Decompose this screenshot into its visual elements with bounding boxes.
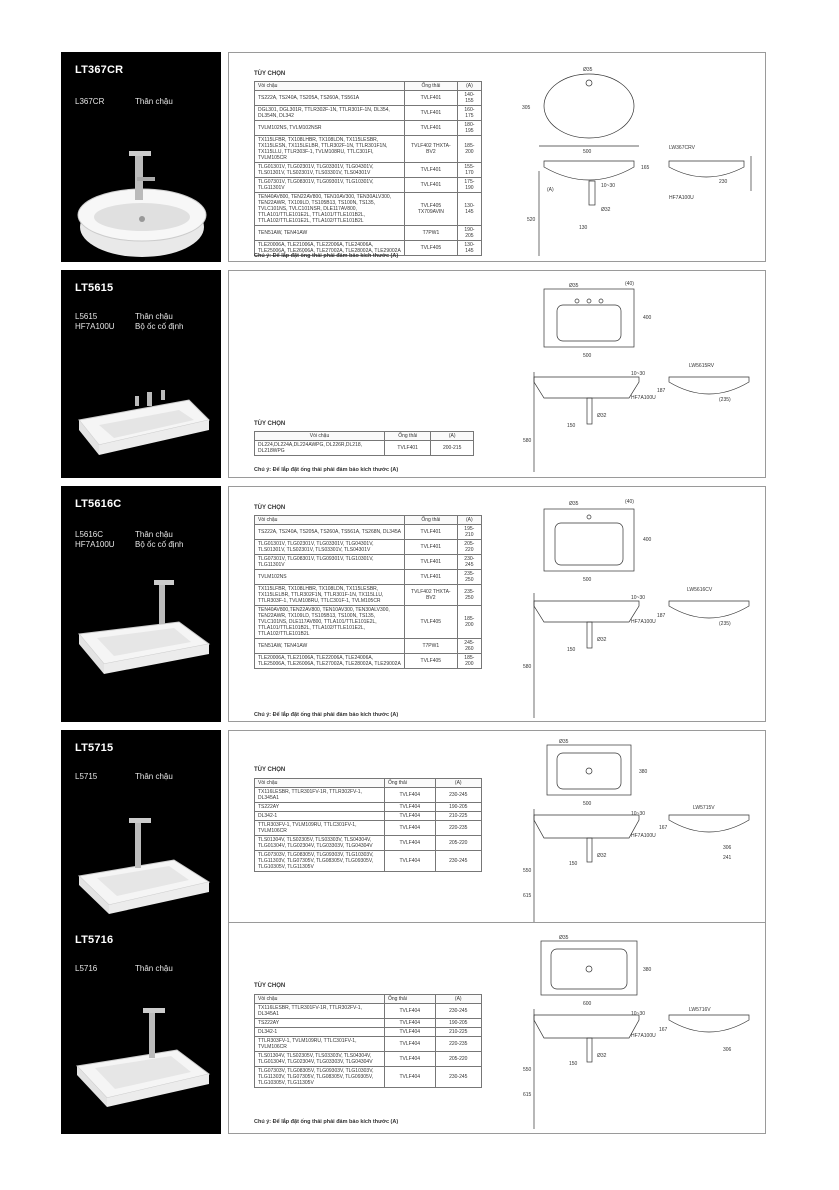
table-row (255, 136, 482, 163)
dim-label: 230 (719, 179, 728, 185)
faucet-cell: DL224,DL224A,DL224AWPG, DL226R,DL218, DL218WPG (255, 441, 385, 456)
dim-label: Ø35 (559, 935, 569, 941)
dim-label: 150 (569, 1061, 578, 1067)
table-row (255, 441, 474, 456)
dim-label: 500 (583, 801, 592, 807)
a-cell: 235-250 (457, 585, 481, 606)
parts-list (75, 772, 173, 782)
dim-label: 400 (643, 537, 652, 543)
col-faucet: Vòi chậu (255, 995, 385, 1004)
dim-label: 165 (641, 165, 650, 171)
faucet-cell: TVLM102NS, TVLM102NSR (255, 121, 405, 136)
a-cell: 210-225 (435, 1028, 481, 1037)
col-a: (A) (435, 995, 481, 1004)
table-row (255, 106, 482, 121)
col-drain: Ống thải (385, 995, 436, 1004)
dim-label: 580 (523, 664, 532, 670)
table-row (255, 606, 482, 639)
a-cell: 190-205 (435, 1019, 481, 1028)
dim-label: 615 (523, 893, 532, 899)
faucet-cell: TLG07301V, TLG08301V, TLG09301V, TLG10301V, TLG11301V (255, 555, 405, 570)
drain-cell: TVLF401 (405, 91, 458, 106)
table-header-row (255, 779, 482, 788)
drain-cell: TVLF404 (385, 812, 436, 821)
dim-label: Ø32 (597, 413, 607, 419)
faucet-cell: TX115LFBR, TX108LHBR, TX108LDN, TX115LESBR, TX115LESN, TX115LELBR, TTLR302F-1N, TTLR301F1N, TX115LLU, TTLR303F-1, TVLM108RU, TTLC301FI, TVLM105CR (255, 136, 405, 163)
dim-label: 615 (523, 1092, 532, 1098)
dim-label: 500 (583, 149, 592, 155)
dim-label: LW367CRV (669, 145, 695, 151)
drain-cell: TVLF402 THXTA-BV2 (405, 585, 458, 606)
dim-label: 380 (643, 967, 652, 973)
dim-label: LW5716V (689, 1007, 711, 1013)
part-row (75, 772, 173, 782)
drain-cell: TVLF404 (385, 1004, 436, 1019)
drain-cell: TVLF401 (405, 178, 458, 193)
faucet-cell: TS222A, TS240A, TS205A, TS260A, TS561A (255, 91, 405, 106)
part-code: L5616C (75, 530, 104, 539)
table-row (255, 836, 482, 851)
faucet-cell: TLG01301V, TLG02301V, TLG03301V, TLG04301V, TLS01301V, TLS02301V, TLS03301V, TLS04301V (255, 163, 405, 178)
dim-label: LW5615RV (689, 363, 715, 369)
options-title: TÙY CHỌN (254, 767, 286, 773)
options-table (254, 81, 482, 256)
product-sidebar (61, 730, 221, 940)
drain-cell: T7PW1 (405, 639, 458, 654)
dim-label: HF7A100U (631, 395, 656, 401)
col-drain: Ống thải (405, 82, 458, 91)
drain-cell: TVLF404 (385, 1052, 436, 1067)
dim-label: 167 (659, 1027, 668, 1033)
product-lt5616c (61, 486, 766, 722)
a-cell: 235-250 (457, 570, 481, 585)
dim-label: Ø35 (559, 739, 569, 745)
a-cell: 205-220 (457, 540, 481, 555)
drain-cell: TVLF404 (385, 803, 436, 812)
dim-label: 305 (522, 105, 531, 111)
table-row (255, 163, 482, 178)
drain-cell: TVLF401 (405, 163, 458, 178)
drain-cell: TVLF404 (385, 1028, 436, 1037)
model-title: LT5715 (75, 742, 114, 754)
spec-box (228, 52, 766, 262)
part-name: Thân chậu (135, 97, 173, 106)
spec-box (228, 486, 766, 722)
a-cell: 180-195 (457, 121, 481, 136)
drain-cell: TVLF404 (385, 1019, 436, 1028)
col-faucet: Vòi chậu (255, 432, 385, 441)
model-title: LT5616C (75, 498, 122, 510)
a-cell: 175-190 (457, 178, 481, 193)
part-name: Thân chậu (135, 772, 173, 781)
col-a: (A) (431, 432, 474, 441)
dimension-drawing (519, 737, 759, 935)
table-body (255, 441, 474, 456)
drain-cell: TVLF405 (405, 241, 458, 256)
note: Chú ý: Để lắp đặt ống thải phải đảm bảo kích thước (A) (254, 467, 399, 473)
dim-label: 150 (567, 647, 576, 653)
faucet-cell: TEN40AV800, TEN22AV800, TEN10AV300, TEN30ALV300, TEN22AWR, TX109LD, TS105B13, TS100N, TS135, TVLC101NS, TVLC101NSR, DLE117AV800, TTLA101/TTLE101E2L, TTLA101/TTLE101B2L, TTLA102/TTLE101E2L, TTLA102/TTLE101B2L (255, 193, 405, 226)
drain-cell: TVLF405 (405, 654, 458, 669)
dim-label: Ø32 (597, 1053, 607, 1059)
a-cell: 185-200 (457, 136, 481, 163)
table-body (255, 788, 482, 872)
drain-cell: TVLF404 (385, 1067, 436, 1088)
sink-image (69, 137, 215, 257)
dim-label: (235) (719, 621, 731, 627)
dim-label: 520 (527, 217, 536, 223)
part-name: Thân chậu (135, 530, 173, 539)
product-lt5615 (61, 270, 766, 478)
part-code: HF7A100U (75, 540, 115, 549)
table-row (255, 1052, 482, 1067)
col-drain: Ống thải (385, 779, 436, 788)
dim-label: HF7A100U (631, 1033, 656, 1039)
col-a: (A) (435, 779, 481, 788)
part-name: Thân chậu (135, 312, 173, 321)
faucet-cell: TTLR303FV-1, TVLM109RU, TTLC301FV-1, TVLM106CR (255, 821, 385, 836)
a-cell: 155-170 (457, 163, 481, 178)
technical-drawing (519, 61, 759, 256)
a-cell: 245-260 (457, 639, 481, 654)
table-row (255, 1019, 482, 1028)
product-lt5716 (61, 922, 766, 1134)
model-title: LT367CR (75, 64, 124, 76)
dim-label: 187 (657, 388, 666, 394)
dim-label: 306 (723, 845, 732, 851)
product-lt5715 (61, 730, 766, 940)
part-row (75, 530, 183, 540)
table-row (255, 1028, 482, 1037)
product-sidebar (61, 486, 221, 722)
dim-label: 10~30 (631, 595, 646, 601)
technical-drawing (519, 277, 759, 472)
dim-label: 241 (723, 855, 732, 861)
table-header-row (255, 995, 482, 1004)
dim-label: 400 (643, 315, 652, 321)
parts-list (75, 964, 173, 974)
table-row (255, 540, 482, 555)
dim-label: 10~30 (631, 371, 646, 377)
table-row (255, 851, 482, 872)
col-faucet: Vòi chậu (255, 516, 405, 525)
table-body (255, 91, 482, 256)
dim-label: 10~30 (631, 811, 646, 817)
table-row (255, 821, 482, 836)
a-cell: 195-210 (457, 525, 481, 540)
table-body (255, 525, 482, 669)
table-row (255, 178, 482, 193)
table-body (255, 1004, 482, 1088)
table-header-row (255, 516, 482, 525)
part-row (75, 312, 183, 322)
table-row (255, 226, 482, 241)
table-row (255, 654, 482, 669)
part-name: Bộ ốc cố định (135, 322, 184, 331)
col-faucet: Vòi chậu (255, 779, 385, 788)
a-cell: 130-145 (457, 193, 481, 226)
part-code: L5615 (75, 312, 98, 321)
faucet-cell: TLE20006A, TLE21006A, TLE22006A, TLE24006A, TLE25006A, TLE26006A, TLE27002A, TLE28002A, TLE29002A (255, 241, 405, 256)
part-row (75, 540, 183, 550)
a-cell: 220-235 (435, 821, 481, 836)
dim-label: Ø35 (583, 67, 593, 73)
dim-label: LW5616CV (687, 587, 713, 593)
dim-label: 380 (639, 769, 648, 775)
dim-label: 500 (583, 353, 592, 359)
faucet-cell: TEN51AW, TEN41AW (255, 639, 405, 654)
drain-cell: TVLF404 (385, 1037, 436, 1052)
dim-label: 167 (659, 825, 668, 831)
product-lt367cr (61, 52, 766, 262)
faucet-cell: TX116LESBR, TTLR301FV-1R, TTLR302FV-1, DL345A1 (255, 788, 385, 803)
options-title: TÙY CHỌN (254, 983, 286, 989)
options-table (254, 515, 482, 669)
drain-cell: TVLF405 (405, 606, 458, 639)
dim-label: 550 (523, 1067, 532, 1073)
a-cell: 210-225 (435, 812, 481, 821)
faucet-cell: TS222AY (255, 1019, 385, 1028)
col-a: (A) (457, 82, 481, 91)
note: Chú ý: Để lắp đặt ống thải phải đảm bảo kích thước (A) (254, 712, 399, 718)
dim-label: 580 (523, 438, 532, 444)
a-cell: 185-200 (457, 606, 481, 639)
a-cell: 220-235 (435, 1037, 481, 1052)
table-row (255, 788, 482, 803)
dimension-drawing (519, 493, 759, 718)
drain-cell: TVLF401 (385, 441, 431, 456)
a-cell: 205-220 (435, 1052, 481, 1067)
faucet-cell: TX115LFBR, TX108LHBR, TX108LDN, TX115LESBR, TX115LELBR, TTLR302F1N, TTLR301F-1N, TX115LLU, TTLR303F-1, TVLM108RU, TTLC301F-1, TVLM105CR (255, 585, 405, 606)
a-cell: 190-205 (457, 226, 481, 241)
drain-cell: TVLF401 (405, 121, 458, 136)
dim-label: Ø32 (597, 853, 607, 859)
faucet-cell: TX116LESBR, TTLR301FV-1R, TTLR302FV-1, DL345A1 (255, 1004, 385, 1019)
dimension-drawing (519, 931, 759, 1129)
spec-box (228, 922, 766, 1134)
dim-label: 187 (657, 613, 666, 619)
dim-label: HF7A100U (669, 195, 694, 201)
dim-label: (40) (625, 281, 634, 287)
faucet-cell: TS222A, TS240A, TS205A, TS260A, TS561A, TS268N, DL345A (255, 525, 405, 540)
a-cell: 160-175 (457, 106, 481, 121)
faucet-cell: TLS01304V, TLS02305V, TLS03303V, TLS04304V, TLG01304V, TLG02304V, TLG03303V, TLG04304V (255, 836, 385, 851)
faucet-cell: DL342-1 (255, 1028, 385, 1037)
technical-drawing (519, 493, 759, 718)
table-row (255, 193, 482, 226)
drain-cell: TVLF401 (405, 540, 458, 555)
a-cell: 190-205 (435, 803, 481, 812)
part-code: L367CR (75, 97, 105, 106)
a-cell: 200-215 (431, 441, 474, 456)
a-cell: 230-245 (435, 851, 481, 872)
table-row (255, 585, 482, 606)
drain-cell: TVLF402 THXTA-BV2 (405, 136, 458, 163)
faucet-cell: TS222AY (255, 803, 385, 812)
note: Chú ý: Để lắp đặt ống thải phải đảm bảo kích thước (A) (254, 253, 399, 259)
dim-label: 10~30 (631, 1011, 646, 1017)
faucet-cell: TLG07303V, TLG08305V, TLG09303V, TLG10303V, TLG11303V, TLG07305V, TLG08305V, TLG09305V, TLG10305V, TLG11305V (255, 851, 385, 872)
drain-cell: TVLF404 (385, 788, 436, 803)
faucet-cell: TLG07303V, TLG08305V, TLG09303V, TLG10303V, TLG11303V, TLG07305V, TLG08305V, TLG09305V, TLG10305V, TLG11305V (255, 1067, 385, 1088)
a-cell: 140-155 (457, 91, 481, 106)
part-code: HF7A100U (75, 322, 115, 331)
a-cell: 185-200 (457, 654, 481, 669)
part-row (75, 322, 183, 332)
drain-cell: TVLF401 (405, 555, 458, 570)
note: Chú ý: Để lắp đặt ống thải phải đảm bảo kích thước (A) (254, 1119, 399, 1125)
table-row (255, 1067, 482, 1088)
part-code: L5716 (75, 964, 98, 973)
faucet-cell: TTLR303FV-1, TVLM109RU, TTLC301FV-1, TVLM106CR (255, 1037, 385, 1052)
options-title: TÙY CHỌN (254, 421, 286, 427)
drain-cell: TVLF404 (385, 851, 436, 872)
drain-cell: TVLF404 (385, 836, 436, 851)
dim-label: 10~30 (601, 183, 616, 189)
a-cell: 230-245 (457, 555, 481, 570)
dim-label: 130 (579, 225, 588, 231)
parts-list (75, 530, 183, 550)
dim-label: Ø32 (601, 207, 611, 213)
dim-label: 150 (567, 423, 576, 429)
table-row (255, 1037, 482, 1052)
dimension-drawing (519, 61, 759, 256)
options-title: TÙY CHỌN (254, 505, 286, 511)
drain-cell: TVLF401 (405, 525, 458, 540)
options-table (254, 431, 474, 456)
table-row (255, 639, 482, 654)
col-a: (A) (457, 516, 481, 525)
sink-image (69, 1002, 215, 1122)
dim-label: 306 (723, 1047, 732, 1053)
table-row (255, 1004, 482, 1019)
col-faucet: Vòi chậu (255, 82, 405, 91)
faucet-cell: TLG07301V, TLG08301V, TLG09301V, TLG10301V, TLG11301V (255, 178, 405, 193)
technical-drawing (519, 931, 759, 1129)
faucet-cell: TLG01301V, TLG02301V, TLG03301V, TLG04301V, TLS01301V, TLS02301V, TLS03301V, TLS04301V (255, 540, 405, 555)
dimension-drawing (519, 277, 759, 472)
a-cell: 230-245 (435, 1004, 481, 1019)
dim-label: HF7A100U (631, 619, 656, 625)
dim-label: 550 (523, 868, 532, 874)
dim-label: 600 (583, 1001, 592, 1007)
faucet-cell: TLE20006A, TLE21006A, TLE22006A, TLE24006A, TLE25006A, TLE26006A, TLE27002A, TLE28002A, TLE29002A (255, 654, 405, 669)
dim-label: 500 (583, 577, 592, 583)
model-title: LT5615 (75, 282, 114, 294)
table-row (255, 570, 482, 585)
options-title: TÙY CHỌN (254, 71, 286, 77)
table-row (255, 121, 482, 136)
spec-box (228, 270, 766, 478)
table-row (255, 525, 482, 540)
faucet-cell: TLS01304V, TLS02305V, TLS03303V, TLS04304V, TLG01304V, TLG02304V, TLG03303V, TLG04304V (255, 1052, 385, 1067)
parts-list (75, 97, 173, 107)
drain-cell: TVLF401 (405, 106, 458, 121)
faucet-cell: TEN40AV800,TEN22AV800, TEN10AV300, TEN30ALV300, TEN22AWR, TX109LD, TS105B13, TS100N, TS135, TVLC101NS, DLE117AV800, TTLA101/TTLE101E2L, TTLA101/TTLE101B2L, TTLA102/TTLE101E2L, TTLA102/TTLE101B2L (255, 606, 405, 639)
options-table (254, 994, 482, 1088)
sink-image (69, 574, 215, 694)
dim-label: (40) (625, 499, 634, 505)
sink-image (69, 810, 215, 930)
faucet-cell: TEN51AW, TEN41AW (255, 226, 405, 241)
part-name: Thân chậu (135, 964, 173, 973)
col-drain: Ống thải (405, 516, 458, 525)
dim-label: 150 (569, 861, 578, 867)
dim-label: (A) (547, 187, 554, 193)
col-drain: Ống thải (385, 432, 431, 441)
part-code: L5715 (75, 772, 98, 781)
options-table (254, 778, 482, 872)
a-cell: 230-245 (435, 1067, 481, 1088)
dim-label: Ø35 (569, 283, 579, 289)
a-cell: 205-220 (435, 836, 481, 851)
drain-cell: TVLF404 (385, 821, 436, 836)
product-sidebar (61, 922, 221, 1134)
faucet-cell: TVLM102NS (255, 570, 405, 585)
drain-cell: TVLF405 TX709AVIN (405, 193, 458, 226)
a-cell: 230-245 (435, 788, 481, 803)
spec-box (228, 730, 766, 940)
technical-drawing (519, 737, 759, 935)
table-row (255, 555, 482, 570)
drain-cell: T7PW1 (405, 226, 458, 241)
part-row (75, 964, 173, 974)
dim-label: HF7A100U (631, 833, 656, 839)
table-row (255, 812, 482, 821)
model-title: LT5716 (75, 934, 114, 946)
product-sidebar (61, 52, 221, 262)
table-header-row (255, 82, 482, 91)
drain-cell: TVLF401 (405, 570, 458, 585)
product-sidebar (61, 270, 221, 478)
part-row (75, 97, 173, 107)
table-row (255, 803, 482, 812)
dim-label: LW5715V (693, 805, 715, 811)
table-row (255, 91, 482, 106)
dim-label: (235) (719, 397, 731, 403)
sink-image (69, 350, 215, 470)
a-cell: 130-145 (457, 241, 481, 256)
faucet-cell: DL342-1 (255, 812, 385, 821)
faucet-cell: DGL301, DGL301R, TTLR302F-1N, TTLR301F-1N, DL354, DL354N, DL342 (255, 106, 405, 121)
dim-label: Ø35 (569, 501, 579, 507)
dim-label: Ø32 (597, 637, 607, 643)
part-name: Bộ ốc cố định (135, 540, 184, 549)
parts-list (75, 312, 183, 332)
table-header-row (255, 432, 474, 441)
